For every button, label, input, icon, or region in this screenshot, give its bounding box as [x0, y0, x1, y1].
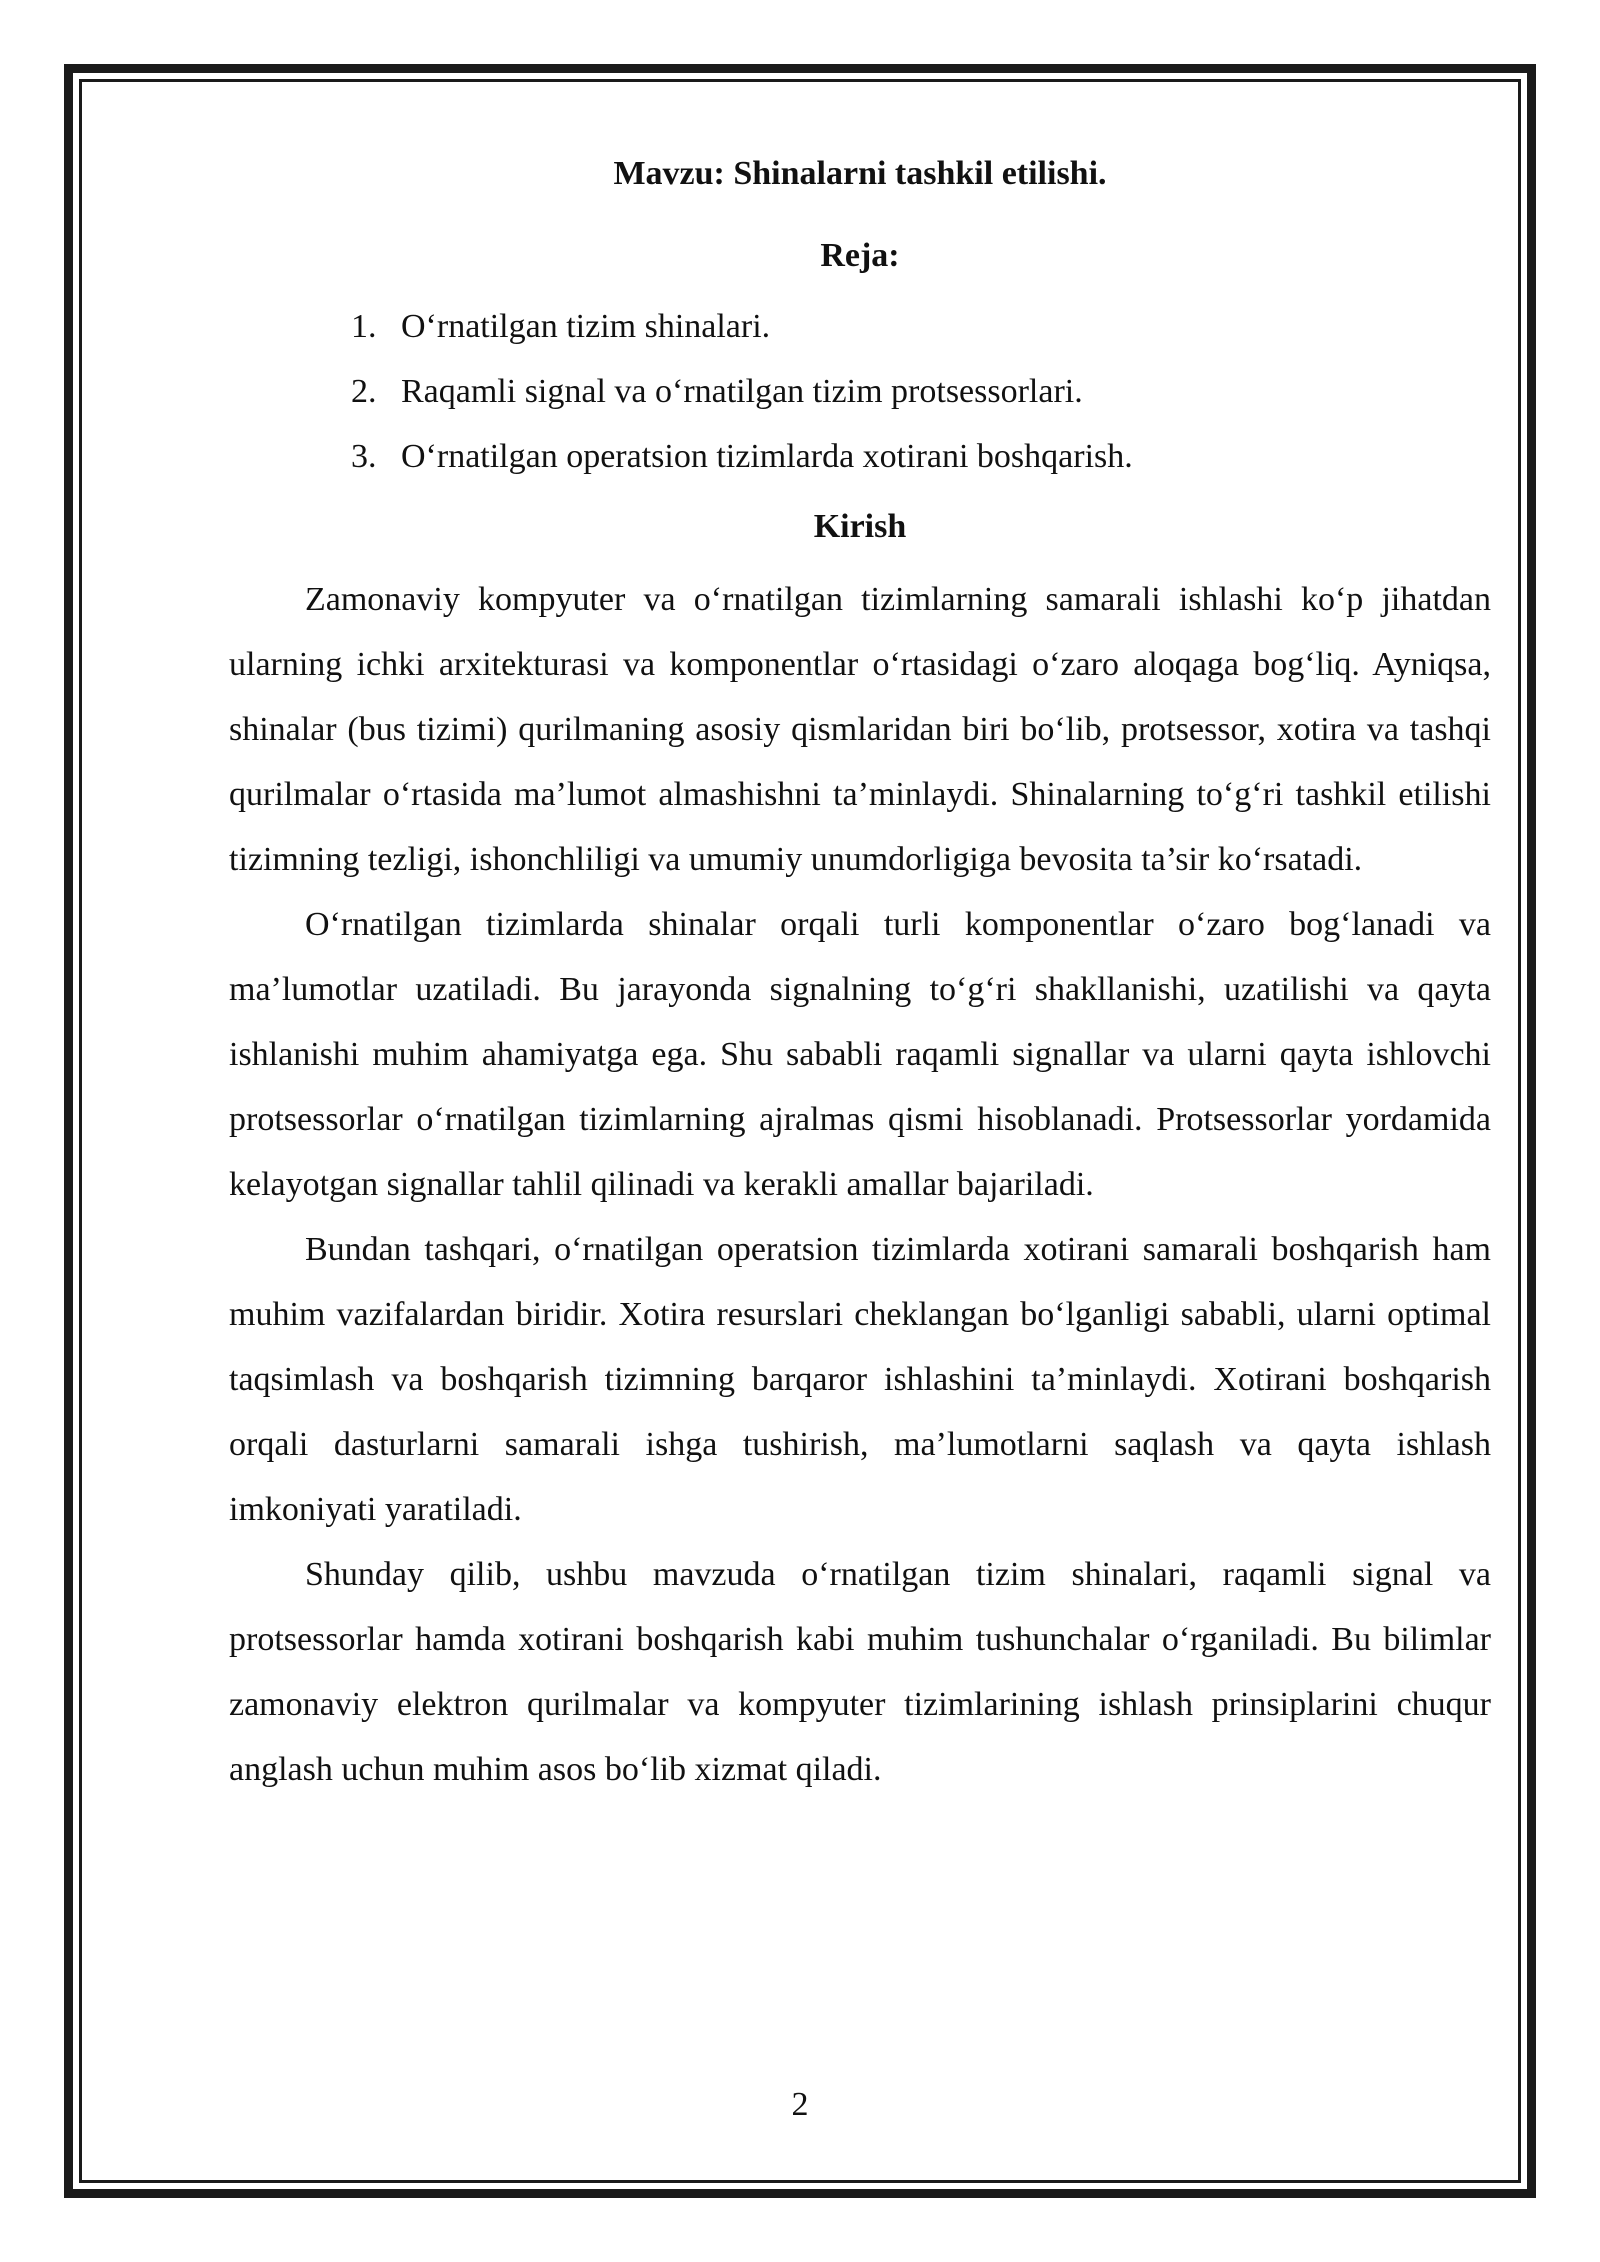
plan-item	[351, 424, 1491, 489]
plan-item-number: 1.	[351, 308, 377, 345]
body-paragraph: Zamonaviy kompyuter va o‘rnatilgan tizimlarning samarali ishlashi ko‘p jihatdan ularning ichki arxitekturasi va komponentlar o‘rtasidagi o‘zaro aloqaga bog‘liq. Ayniqsa, shinalar (bus tizimi) qurilmaning asosiy qismlaridan biri bo‘lib, protsessor, xotira va tashqi qurilmalar o‘rtasida ma’lumot almashishni ta’minlaydi. Shinalarning to‘g‘ri tashkil etilishi tizimning tezligi, ishonchliligi va umumiy unumdorligiga bevosita ta’sir ko‘rsatadi.	[229, 581, 1491, 878]
plan-heading: Reja:	[820, 237, 900, 274]
document-title: Mavzu: Shinalarni tashkil etilishi.	[613, 155, 1107, 192]
plan-item	[351, 294, 1491, 359]
page-number: 2	[791, 2086, 809, 2123]
plan-item-number: 2.	[351, 373, 377, 410]
plan-item	[351, 359, 1491, 424]
body-paragraph: O‘rnatilgan tizimlarda shinalar orqali turli komponentlar o‘zaro bog‘lanadi va ma’lumotlar uzatiladi. Bu jarayonda signalning to‘g‘ri shakllanishi, uzatilishi va qayta ishlanishi muhim ahamiyatga ega. Shu sababli raqamli signallar va ularni qayta ishlovchi protsessorlar o‘rnatilgan tizimlarning ajralmas qismi hisoblanadi. Protsessorlar yordamida kelayotgan signallar tahlil qilinadi va kerakli amallar bajariladi.	[229, 906, 1491, 1203]
plan-item-number: 3.	[351, 438, 377, 475]
plan-item-text: Raqamli signal va o‘rnatilgan tizim protsessorlari.	[401, 373, 1083, 410]
plan-item-text: O‘rnatilgan operatsion tizimlarda xotirani boshqarish.	[401, 438, 1133, 475]
body-paragraph: Shunday qilib, ushbu mavzuda o‘rnatilgan tizim shinalari, raqamli signal va protsessorlar hamda xotirani boshqarish kabi muhim tushunchalar o‘rganiladi. Bu bilimlar zamonaviy elektron qurilmalar va kompyuter tizimlarining ishlash prinsiplarini chuqur anglash uchun muhim asos bo‘lib xizmat qiladi.	[229, 1556, 1491, 1788]
body-paragraph: Bundan tashqari, o‘rnatilgan operatsion tizimlarda xotirani samarali boshqarish ham muhim vazifalardan biridir. Xotira resurslari cheklangan bo‘lganligi sababli, ularni optimal taqsimlash va boshqarish tizimning barqaror ishlashini ta’minlaydi. Xotirani boshqarish orqali dasturlarni samarali ishga tushirish, ma’lumotlarni saqlash va qayta ishlash imkoniyati yaratiladi.	[229, 1231, 1491, 1528]
page-content	[229, 148, 1491, 1802]
plan-list	[229, 294, 1491, 489]
plan-item-text: O‘rnatilgan tizim shinalari.	[401, 308, 771, 345]
intro-heading: Kirish	[813, 508, 907, 545]
